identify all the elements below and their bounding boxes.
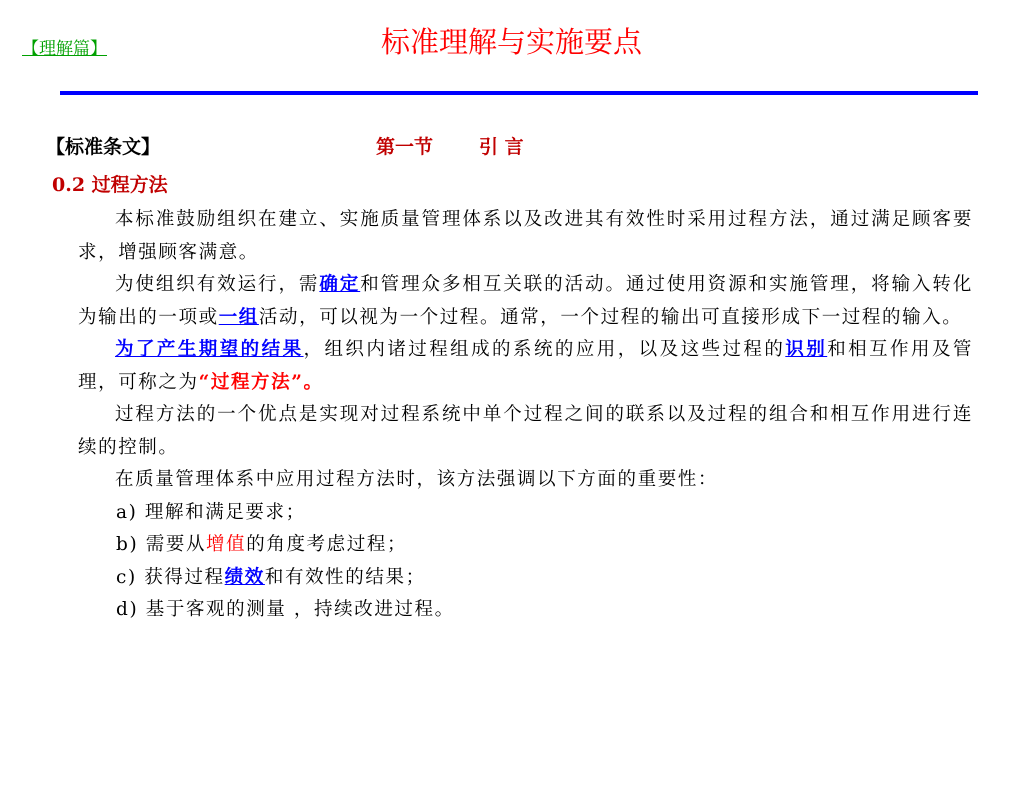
key-term: “过程方法”。: [198, 371, 324, 393]
page-title: 标准理解与实施要点: [380, 25, 642, 59]
subsection-heading: 0.2 过程方法: [52, 174, 168, 196]
text-run: 和有效性的结果；: [264, 566, 426, 588]
text-run: 和相互作用及管理，可称之为: [78, 339, 974, 393]
section-number: 第一节: [376, 136, 434, 158]
text-run: 为使组织有效运行，需: [115, 274, 320, 295]
highlight-term: 一组: [218, 306, 259, 328]
list-item: d) 基于客观的测量 ，持续改进过程。: [116, 599, 455, 620]
text-run: c) 获得过程: [116, 566, 225, 588]
highlight-term: 绩效: [224, 566, 265, 588]
text-run: b) 需要从: [116, 534, 207, 555]
paragraph-4: 过程方法的一个优点是实现对过程系统中单个过程之间的联系以及过程的组合和相互作用进行连续的控制。: [78, 404, 973, 458]
section-heading: [376, 132, 570, 159]
list-item: a) 理解和满足要求；: [116, 501, 306, 523]
list-item: [78, 562, 973, 595]
paragraph-1: 本标准鼓励组织在建立、实施质量管理体系以及改进其有效性时采用过程方法，通过满足顾客要求，增强顾客满意。: [78, 209, 973, 263]
clause-body: [78, 204, 973, 627]
highlight-term: 识别: [785, 339, 828, 360]
text-run: 和管理众多相互关联的活动。通过使用资源和实施管理，将输入转化为输出的一项或: [78, 274, 973, 328]
paragraph-5: 在质量管理体系中应用过程方法时，该方法强调以下方面的重要性：: [115, 469, 719, 490]
paragraph-2: [78, 269, 973, 334]
text-run: 的角度考虑过程；: [246, 534, 408, 555]
text-run: ，组织内诸过程组成的系统的应用，以及这些过程的: [303, 339, 786, 360]
paragraph-3: [78, 334, 973, 399]
highlight-term: 为了产生期望的结果: [115, 339, 304, 360]
list-item: [78, 529, 973, 562]
category-tag: 【理解篇】: [22, 39, 107, 59]
text-run: 活动，可以视为一个过程。通常，一个过程的输出可直接形成下一过程的输入。: [258, 306, 963, 328]
section-name: 引 言: [479, 136, 524, 158]
title-divider: [60, 91, 978, 95]
standard-clause-label: 【标准条文】: [46, 136, 161, 158]
key-term: 增值: [206, 534, 247, 555]
highlight-term: 确定: [319, 274, 361, 295]
